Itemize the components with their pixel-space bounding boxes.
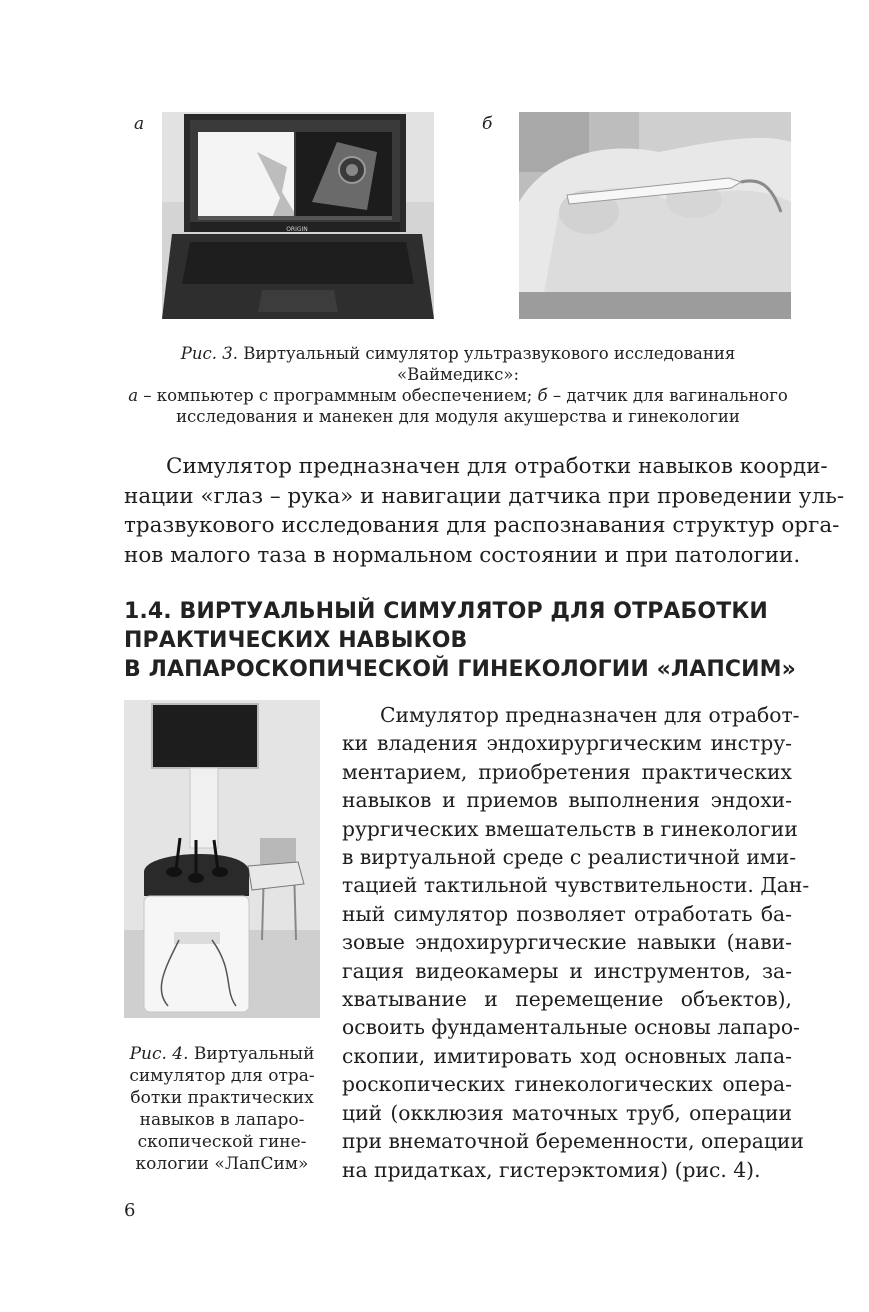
- section-heading-line: ПРАКТИЧЕСКИХ НАВЫКОВ: [124, 628, 468, 653]
- paragraph-1-line: нов малого таза в нормальном состоянии и при патологии.: [124, 542, 801, 568]
- paragraph-2-line: хватывание и перемещение объектов),: [342, 987, 792, 1012]
- figure-4-caption-line: навыков в лапаро-: [139, 1110, 305, 1130]
- figure-4-caption: [124, 1043, 320, 1175]
- mannequin-photo: [519, 112, 791, 319]
- paragraph-2-line: навыков и приемов выполнения эндохи-: [342, 788, 792, 813]
- figure-3-caption-b-letter: б: [537, 386, 548, 405]
- figure-3-caption-b-text: – датчик для вагинального: [547, 386, 788, 405]
- paragraph-2-line: ментарием, приобретения практических: [342, 759, 792, 784]
- paragraph-2-line: на придатках, гистерэктомия) (рис. 4).: [342, 1157, 761, 1182]
- lapsim-illustration: [124, 700, 320, 1018]
- laptop-brand-text: ORIGIN: [286, 226, 308, 233]
- figure-4-caption-lead: Рис. 4.: [129, 1044, 189, 1064]
- laptop-photo: [162, 112, 434, 319]
- paragraph-2-line: тацией тактильной чувствительности. Дан-: [342, 873, 810, 898]
- lapsim-photo: [124, 700, 320, 1018]
- section-heading-line: 1.4. ВИРТУАЛЬНЫЙ СИМУЛЯТОР ДЛЯ ОТРАБОТКИ: [124, 599, 768, 624]
- figure-3-caption-lead: Рис. 3.: [180, 344, 238, 363]
- figure-4-caption-line: симулятор для отра-: [129, 1066, 315, 1086]
- figure-3-caption-line-4: исследования и манекен для модуля акушерства и гинекологии: [176, 407, 740, 426]
- paragraph-2-line: в виртуальной среде с реалистичной ими-: [342, 845, 797, 870]
- paragraph-2-line: скопии, имитировать ход основных лапа-: [342, 1043, 792, 1068]
- paragraph-1: [124, 452, 845, 570]
- figure-3a-letter: а: [134, 114, 145, 134]
- paragraph-2-line: при внематочной беременности, операции: [342, 1129, 804, 1154]
- paragraph-2-line: ки владения эндохирургическим инстру-: [342, 731, 792, 756]
- paragraph-1-line: тразвукового исследования для распознавания структур орга-: [124, 513, 840, 538]
- laptop-illustration: [162, 112, 434, 319]
- paragraph-2-line: Симулятор предназначен для отработ-: [380, 703, 800, 727]
- paragraph-2-line: гация видеокамеры и инструментов, за-: [342, 958, 792, 983]
- paragraph-1-line: нации «глаз – рука» и навигации датчика при проведении уль-: [124, 483, 845, 509]
- paragraph-2-line: освоить фундаментальные основы лапаро-: [342, 1015, 800, 1040]
- figure-4-caption-line: ботки практических: [130, 1088, 314, 1108]
- section-heading: [124, 597, 824, 684]
- figure-3b-letter: б: [482, 114, 493, 134]
- figure-3-caption-title-2: «Ваймедикс»:: [396, 365, 520, 384]
- paragraph-2-line: зовые эндохирургические навыки (нави-: [342, 930, 792, 955]
- figure-4-caption-line-1: Виртуальный: [188, 1044, 315, 1064]
- paragraph-2-line: роскопических гинекологических опера-: [342, 1072, 792, 1097]
- figure-3-caption-a-text: – компьютер с программным обеспечением;: [138, 386, 538, 405]
- paragraph-1-line: Симулятор предназначен для отработки навыков коорди-: [166, 454, 828, 479]
- figure-3-caption-a-letter: а: [128, 386, 139, 405]
- figure-4-caption-line: кологии «ЛапСим»: [135, 1154, 309, 1174]
- section-heading-line: В ЛАПАРОСКОПИЧЕСКОЙ ГИНЕКОЛОГИИ «ЛАПСИМ»: [124, 657, 796, 682]
- page-number: 6: [124, 1200, 136, 1221]
- paragraph-2-line: ный симулятор позволяет отработать ба-: [342, 901, 792, 926]
- paragraph-2-line: рургических вмешательств в гинекологии: [342, 816, 798, 841]
- paragraph-2: [342, 701, 810, 1184]
- mannequin-illustration: [519, 112, 791, 319]
- figure-4-caption-line: скопической гине-: [137, 1132, 307, 1152]
- figure-3-caption-title-1: Виртуальный симулятор ультразвукового исследования: [243, 344, 736, 363]
- paragraph-2-line: ций (окклюзия маточных труб, операции: [342, 1100, 792, 1125]
- figure-3-caption: [124, 343, 792, 427]
